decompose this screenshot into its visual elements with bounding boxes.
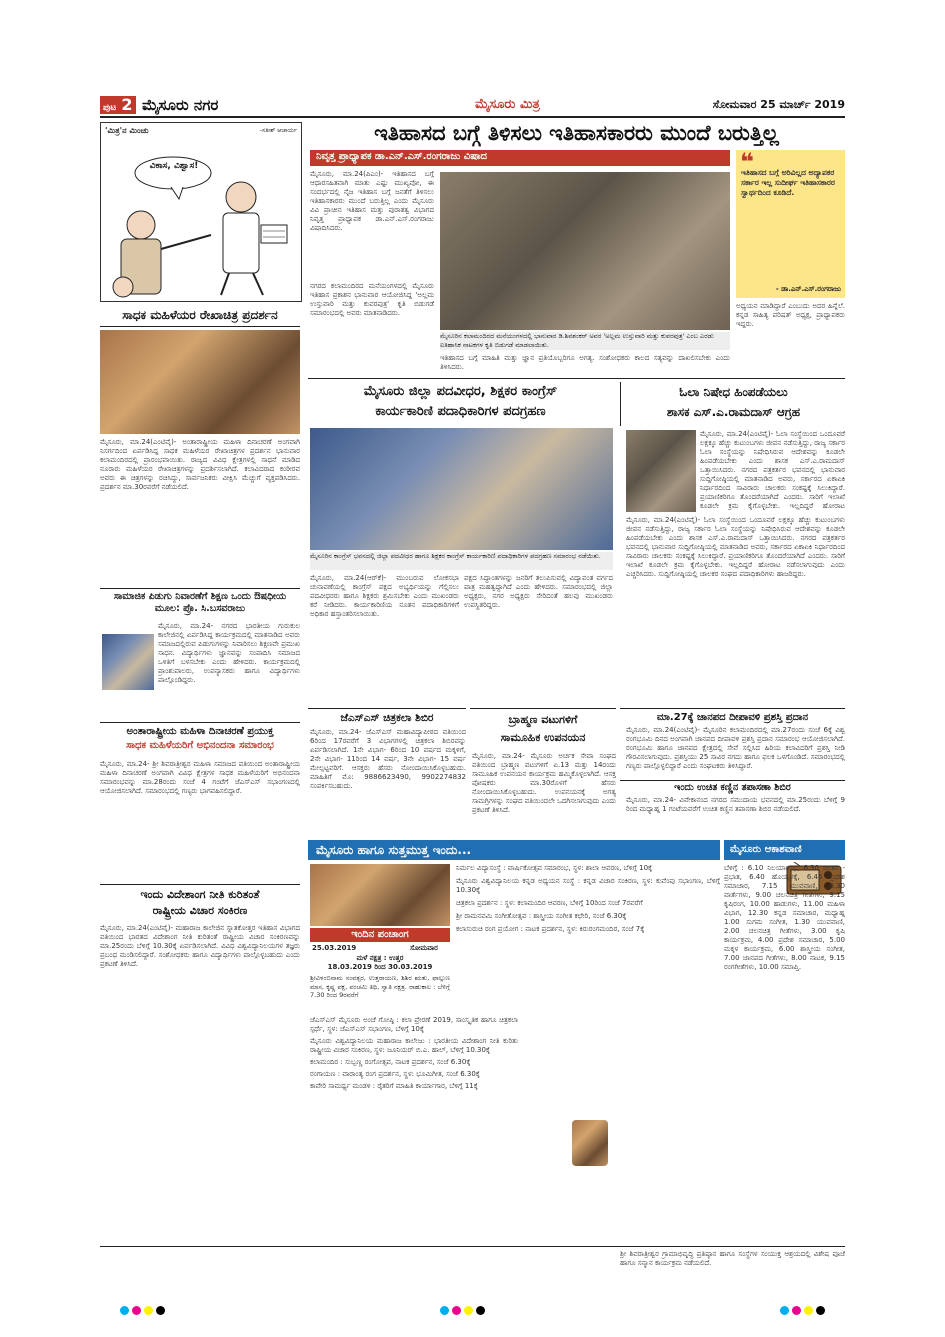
congress-headline1: ಮೈಸೂರು ಜಿಲ್ಲಾ ಪದವೀಧರ, ಶಿಕ್ಷಕರ ಕಾಂಗ್ರೆಸ್: [363, 384, 558, 399]
radio-schedule: ಬೆಳಿಗ್ಗೆ : 6.10 ನಿಲಯಾರಂಭ, 6.30 ಚಿಂತನ - ಪ್ರಭಾತ, 6.40 ಹೊಯ್ಸಳಕ್ಕೆ, 6.45 ಪ್ರದೇಶ ಸಮಾಚಾರ, 7.15 ಯುವವಾಣಿ, 8.30 ವಾರ್ತೆಗಳು, 9.00 ಚಲನಚಿತ್ರ ಗೀತೆಗಳು, 9.15 ಕೃಷಿರಂಗ, 10.00 ಹಾಡುಗಳು, 11.00 ಮಹಿಳಾ ವಿಭಾಗ, 12.30 ಕನ್ನಡ ಸಮಾಚಾರ, ಮಧ್ಯಾಹ್ನ 1.00 ಸುಗಮ ಸಂಗೀತ, 1.30 ಯುವವಾಣಿ, 2.00 ಚಲನಚಿತ್ರ ಗೀತೆಗಳು, 3.00 ಕೃಷಿ ಕಾರ್ಯಕ್ರಮ, 4.00 ಪ್ರದೇಶ ಸಮಾಚಾರ, 5.00 ಮಕ್ಕಳ ಕಾರ್ಯಕ್ರಮ, 6.00 ಶಾಸ್ತ್ರೀಯ ಸಂಗೀತ, 7.00 ಜಾನಪದ ಗೀತೆಗಳು, 8.00 ನಾಟಕ, 9.15 ರಂಗಗೀತೆಗಳು, 10.00 ಸಮಾಪ್ತಿ.: [724, 864, 845, 971]
lead-quote-box: [736, 150, 845, 298]
lead-body-col3: ಅಧ್ಯಯನ ಮಾಡಿದ್ದಾರೆ ಎಂಬುದು ಅದರ ಹಿನ್ನೆಲೆ. ಕನ್ನಡ ಸಾಹಿತ್ಯ ಪರಿಷತ್ ಅಧ್ಯಕ್ಷ, ಪ್ರಾಧ್ಯಾಪಕರು ಇದ್ದರು.: [736, 302, 845, 328]
foreign-policy-headline1: ಇಂದು ವಿದೇಶಾಂಗ ನೀತಿ ಕುರಿತಂತೆ: [140, 888, 260, 901]
lead-subhead: ನಿವೃತ್ತ ಪ್ರಾಧ್ಯಾಪಕ ಡಾ.ಎನ್.ಎಸ್.ರಂಗರಾಜು ವಿಷಾದ: [316, 151, 487, 162]
lead-photo-caption: ಮೈಸೂರಿನ ಕಲಾಮಂದಿರದ ಮನೆಯಂಗಳದಲ್ಲಿ ಭಾನುವಾರ ಡಿ.ಶಿವಶಂಕರ್ ಅವರ 'ಅಲ್ಲಮ ಉಸ್ತುವಾರಿ ಮತ್ತು ಕುವರಪುತ್ರ' ಎಂಬ ಎರಡು ಐತಿಹಾಸಿಕ ನಾಟಕಗಳ ಕೃತಿ ಬಿಡುಗಡೆ ಮಾಡಲಾಯಿತು.: [440, 332, 730, 350]
print-registration-marks: [440, 1300, 488, 1319]
foreign-policy-body: ಮೈಸೂರು, ಮಾ.24(ಎಂಟಿವೈ)- ಮಹಾರಾಜ ಕಾಲೇಜಿನ ಸ್ನಾತಕೋತ್ತರ ಇತಿಹಾಸ ವಿಭಾಗದ ವತಿಯಿಂದ ಭಾರತದ ವಿದೇಶಾಂಗ ನೀತಿ ಕುರಿತಂತೆ ರಾಷ್ಟ್ರೀಯ ವಿಚಾರ ಸಂಕಿರಣವನ್ನು ಮಾ.25ರಂದು ಬೆಳಿಗ್ಗೆ 10.30ಕ್ಕೆ ಏರ್ಪಡಿಸಲಾಗಿದೆ. ವಿವಿಧ ವಿಶ್ವವಿದ್ಯಾನಿಲಯಗಳ ತಜ್ಞರು ಪ್ರಬಂಧ ಮಂಡಿಸಲಿದ್ದಾರೆ. ಸಂಶೋಧಕರು ಹಾಗೂ ವಿದ್ಯಾರ್ಥಿಗಳು ಪಾಲ್ಗೊಳ್ಳಬಹುದು ಎಂದು ಪ್ರಕಟಣೆ ತಿಳಿಸಿದೆ.: [100, 924, 300, 968]
education-body: ಮೈಸೂರು, ಮಾ.24- ನಗರದ ಭಾರತೀಯ ಗುರುಕುಲ ಕಾಲೇಜಿನಲ್ಲಿ ಏರ್ಪಡಿಸಿದ್ದ ಕಾರ್ಯಕ್ರಮದಲ್ಲಿ ಮಾತನಾಡಿದ ಅವರು ಸಮಾಜದಲ್ಲಿರುವ ಪಿಡುಗುಗಳನ್ನು ನಿವಾರಿಸಲು ಶಿಕ್ಷಣವೇ ಪ್ರಮುಖ ಸಾಧನ. ವಿದ್ಯಾರ್ಥಿಗಳು ಜ್ಞಾನವನ್ನು ಸಂಪಾದಿಸಿ ಸಮಾಜದ ಒಳಿತಿಗೆ ಬಳಸಬೇಕು ಎಂದು ಹೇಳಿದರು. ಕಾರ್ಯಕ್ರಮದಲ್ಲಿ ಪ್ರಾಂಶುಪಾಲರು, ಉಪನ್ಯಾಸಕರು ಹಾಗೂ ವಿದ್ಯಾರ್ಥಿಗಳು ಪಾಲ್ಗೊಂಡಿದ್ದರು.: [158, 622, 300, 684]
lead-body-col1b: ನಗರದ ಕಲಾಮಂದಿರದ ಮನೆಯಂಗಳದಲ್ಲಿ ಮೈಸೂರು ಇತಿಹಾಸ ಪ್ರಕಾಶನ ಭಾನುವಾರ ಆಯೋಜಿಸಿದ್ದ 'ಅಲ್ಲಮ ಉಸ್ತುವಾರಿ ಮತ್ತು ಕುವರಪುತ್ರ' ಕೃತಿ ಬಿಡುಗಡೆ ಸಮಾರಂಭದಲ್ಲಿ ಅವರು ಮಾತನಾಡಿದರು.: [310, 282, 434, 317]
camp-body: ಮೈಸೂರು, ಮಾ.24- ವಿವೇಕಾನಂದ ನಗರದ ಸಮುದಾಯ ಭವನದಲ್ಲಿ ಮಾ.25ರಂದು ಬೆಳಿಗ್ಗೆ 9 ರಿಂದ ಮಧ್ಯಾಹ್ನ 1 ಗಂಟೆಯವರೆಗೆ ಉಚಿತ ಕಣ್ಣಿನ ತಪಾಸಣಾ ಶಿಬಿರ ನಡೆಯಲಿದೆ.: [626, 796, 845, 813]
education-photo: [102, 634, 154, 690]
swamiji-photo: [572, 1120, 608, 1166]
education-headline: ಸಾಮಾಜಿಕ ಪಿಡುಗು ನಿವಾರಣೆಗೆ ಶಿಕ್ಷಣ ಒಂದು ಔಷಧೀಯ ಮೂಲ: ಪ್ರೊ. ಸಿ.ಬಸವರಾಜು: [113, 591, 287, 614]
panchanga-text: ಶ್ರೀವಿಳಂಬಿನಾಮ ಸಂವತ್ಸರ, ಉತ್ತರಾಯಣ, ಶಿಶಿರ ಋತು, ಫಾಲ್ಗುಣ ಮಾಸ, ಕೃಷ್ಣ ಪಕ್ಷ, ಪಂಚಮಿ ತಿಥಿ, ಸ್ವಾತಿ ನಕ್ಷತ್ರ. ರಾಹುಕಾಲ : ಬೆಳಿಗ್ಗೆ 7.30 ರಿಂದ 9ರವರೆಗೆ: [310, 974, 450, 999]
listing-item: ನಿರ್ಮಲ ವಿದ್ಯಾಸಂಸ್ಥೆ : ವಾರ್ಷಿಕೋತ್ಸವ ಸಮಾರಂಭ, ಸ್ಥಳ: ಶಾಲಾ ಆವರಣ, ಬೆಳಿಗ್ಗೆ 10ಕ್ಕೆ: [456, 864, 653, 872]
ola-body-top: ಮೈಸೂರು, ಮಾ.24(ಎಂಟಿವೈ)- ಓಲಾ ಸಂಸ್ಥೆಯಿಂದ ಒಂದೂವರೆ ಲಕ್ಷಕ್ಕೂ ಹೆಚ್ಚು ಕುಟುಂಬಗಳು ಜೀವನ ನಡೆಸುತ್ತಿದ್ದು, ರಾಜ್ಯ ಸರ್ಕಾರ ಓಲಾ ಸಂಸ್ಥೆಯನ್ನು ನಿಷೇಧಿಸಿರುವ ಆದೇಶವನ್ನು ಕೂಡಲೇ ಹಿಂಪಡೆಯಬೇಕು ಎಂದು ಶಾಸಕ ಎಸ್.ಎ.ರಾಮದಾಸ್ ಒತ್ತಾಯಿಸಿದರು. ನಗರದ ಪತ್ರಕರ್ತರ ಭವನದಲ್ಲಿ ಭಾನುವಾರ ಸುದ್ದಿಗೋಷ್ಠಿಯಲ್ಲಿ ಮಾತನಾಡಿದ ಅವರು, ಸರ್ಕಾರದ ಏಕಾಏಕಿ ನಿರ್ಧಾರದಿಂದ ಸಾವಿರಾರು ಚಾಲಕರು ಸಂಕಷ್ಟಕ್ಕೆ ಸಿಲುಕಿದ್ದಾರೆ. ಪ್ರಯಾಣಿಕರಿಗೂ ತೊಂದರೆಯಾಗಿದೆ ಎಂದರು. ಸಾರಿಗೆ ಇಲಾಖೆ ಕೂಡಲೇ ಕ್ರಮ ಕೈಗೊಳ್ಳಬೇಕು. ಇಲ್ಲದಿದ್ದರೆ ಹೋರಾಟ: [700, 430, 845, 510]
jss-body: ಮೈಸೂರು, ಮಾ.24- ಜೆಎಸ್ಎಸ್ ಮಹಾವಿದ್ಯಾಪೀಠದ ವತಿಯಿಂದ 6ರಿಂದ 17ರವರೆಗೆ 3 ವಿಭಾಗಗಳಲ್ಲಿ ಚಿತ್ರಕಲಾ ಶಿಬಿರವನ್ನು ಏರ್ಪಡಿಸಲಾಗಿದೆ. 1ನೇ ವಿಭಾಗ- 6ರಿಂದ 10 ವರ್ಷದ ಮಕ್ಕಳಿಗೆ, 2ನೇ ವಿಭಾಗ- 11ರಿಂದ 14 ವರ್ಷ, 3ನೇ ವಿಭಾಗ- 15 ವರ್ಷ ಮೇಲ್ಪಟ್ಟವರಿಗೆ. ಆಸಕ್ತರು ಹೆಸರು ನೋಂದಾಯಿಸಿಕೊಳ್ಳಬಹುದು. ಮಾಹಿತಿಗೆ ಮೊ: 9886623490, 9902274832 ಸಂಪರ್ಕಿಸಬಹುದು.: [310, 728, 466, 790]
listing-item: ಜೆಎಸ್ಎಸ್ ಮೈಸೂರು ಅಂಚೆ ಗೋಷ್ಠಿ : ಕಲಾ ಪ್ರೇರಣೆ 2019, ಸಾಂಸ್ಕೃತಿಕ ಹಾಗೂ ಚಿತ್ರಕಲಾ ಸ್ಪರ್ಧೆ, ಸ್ಥಳ: ಜೆಎಸ್ಎಸ್ ಸಭಾಂಗಣ, ಬೆಳಿಗ್ಗೆ 10ಕ್ಕೆ: [310, 1016, 518, 1033]
section-title: ಮೈಸೂರು ನಗರ: [142, 96, 219, 114]
congress-photo-caption: ಮೈಸೂರಿನ ಕಾಂಗ್ರೆಸ್ ಭವನದಲ್ಲಿ ಜಿಲ್ಲಾ ಪದವೀಧರ ಹಾಗೂ ಶಿಕ್ಷಕರ ಕಾಂಗ್ರೆಸ್ ಕಾರ್ಯಕಾರಿಣಿ ಪದಾಧಿಕಾರಿಗಳ ಪದಗ್ರಹಣ ಸಮಾರಂಭ ನಡೆಯಿತು.: [310, 552, 613, 570]
lead-body-col1: ಮೈಸೂರು, ಮಾ.24(ಪಿಎಂ)- ಇತಿಹಾಸದ ಬಗ್ಗೆ ಆಧಾರಸಹಿತವಾಗಿ ಮಾತು ಎಷ್ಟು ಮುಖ್ಯವೋ, ಈ ಸಂದರ್ಭದಲ್ಲಿ ನೈಜ ಇತಿಹಾಸ ಬಗ್ಗೆ ಜನತೆಗೆ ತಿಳಿಸಲು ಇತಿಹಾಸಕಾರರು ಮುಂದೆ ಬರುತ್ತಿಲ್ಲ ಎಂದು ಮೈಸೂರು ವಿವಿ ಪ್ರಾಚೀನ ಇತಿಹಾಸ ಮತ್ತು ಪುರಾತತ್ವ ವಿಭಾಗದ ನಿವೃತ್ತ ಪ್ರಾಧ್ಯಾಪಕ ಡಾ.ಎನ್.ಎಸ್.ರಂಗರಾಜು ವಿಷಾದಿಸಿದರು.: [310, 170, 434, 232]
upanayana-headline2: ಸಾಮೂಹಿಕ ಉಪನಯನ: [500, 731, 586, 744]
today-banner: ಮೈಸೂರು ಹಾಗೂ ಸುತ್ತಮುತ್ತ ಇಂದು...: [308, 840, 720, 860]
womensday-body: ಮೈಸೂರು, ಮಾ.24- ಶ್ರೀ ಶಿವರಾತ್ರೀಶ್ವರ ಮಹಿಳಾ ಸಮಾಜದ ವತಿಯಿಂದ ಅಂತಾರಾಷ್ಟ್ರೀಯ ಮಹಿಳಾ ದಿನಾಚರಣೆ ಅಂಗವಾಗಿ ವಿವಿಧ ಕ್ಷೇತ್ರಗಳ ಸಾಧಕ ಮಹಿಳೆಯರಿಗೆ ಅಭಿನಂದನಾ ಸಮಾರಂಭವನ್ನು ಮಾ.28ರಂದು ಸಂಜೆ 4 ಗಂಟೆಗೆ ಜೆಎಸ್ಎಸ್ ಸಭಾಂಗಣದಲ್ಲಿ ಆಯೋಜಿಸಲಾಗಿದೆ. ಸಮಾರಂಭದಲ್ಲಿ ಗಣ್ಯರು ಭಾಗವಹಿಸಲಿದ್ದಾರೆ.: [100, 760, 300, 795]
lead-quote-author: - ಡಾ.ಎನ್.ಎಸ್.ರಂಗರಾಜು: [775, 285, 841, 293]
lead-subhead-bar: [310, 150, 730, 166]
page-label: ಪುಟ: [103, 103, 117, 113]
palace-photo: [310, 864, 450, 926]
ola-headline2: ಶಾಸಕ ಎಸ್.ಎ.ರಾಮದಾಸ್ ಆಗ್ರಹ: [666, 405, 801, 419]
panchanga-date: 25.03.2019: [312, 944, 357, 952]
listing-item: ಕಲಾಸುರುಚಿ ರಂಗ ಪ್ರಯೋಗ : ನಾಟಕ ಪ್ರದರ್ಶನ, ಸ್ಥಳ: ಕಿರುರಂಗಮಂದಿರ, ಸಂಜೆ 7ಕ್ಕೆ: [456, 925, 645, 933]
radio-title: ಮೈಸೂರು ಆಕಾಶವಾಣಿ: [724, 840, 845, 860]
paper-name: ಮೈಸೂರು ಮಿತ್ರ: [475, 97, 540, 112]
jss-headline: ಜೆಎಸ್ಎಸ್ ಚಿತ್ರಕಲಾ ಶಿಬಿರ: [340, 712, 434, 724]
cartoon-speech-bubble: ವಿಕಾಸ, ವಿಶ್ವಾಸ!: [149, 161, 199, 171]
listing-item: ಮೈಸೂರು ವಿಶ್ವವಿದ್ಯಾನಿಲಯ ಮಹಾರಾಜ ಕಾಲೇಜು : ಭಾರತೀಯ ವಿದೇಶಾಂಗ ನೀತಿ ಕುರಿತು ರಾಷ್ಟ್ರೀಯ ವಿಚಾರ ಸಂಕಿರಣ, ಸ್ಥಳ: ಜೂನಿಯರ್ ಬಿ.ಎ. ಹಾಲ್, ಬೆಳಿಗ್ಗೆ 10.30ಕ್ಕೆ: [310, 1037, 518, 1054]
congress-body-col2: ಪಕ್ಷದ ಸಿದ್ಧಾಂತಗಳನ್ನು ಜನರಿಗೆ ತಲುಪಿಸುವಲ್ಲಿ ವಿದ್ಯಾವಂತ ವರ್ಗದ ಪಾತ್ರ ಮಹತ್ವದ್ದಾಗಿದೆ ಎಂದು ಹೇಳಿದರು. ಸಮಾರಂಭದಲ್ಲಿ ಜಿಲ್ಲಾ ಅಧ್ಯಕ್ಷರು, ನಗರ ಅಧ್ಯಕ್ಷರು ಸೇರಿದಂತೆ ಹಲವು ಮುಖಂಡರು ಉಪಸ್ಥಿತರಿದ್ದರು.: [464, 574, 613, 609]
page-date: ಸೋಮವಾರ 25 ಮಾರ್ಚ್ 2019: [712, 98, 845, 111]
upanayana-body: ಮೈಸೂರು, ಮಾ.24- ಮೈಸೂರು ಅರ್ಚಕ ಸೇವಾ ಸಂಘದ ವತಿಯಿಂದ ಬ್ರಾಹ್ಮಣ ವಟುಗಳಿಗೆ ಏ.13 ಮತ್ತು 14ರಂದು ಸಾಮೂಹಿಕ ಉಪನಯನ ಕಾರ್ಯಕ್ರಮ ಹಮ್ಮಿಕೊಳ್ಳಲಾಗಿದೆ. ಆಸಕ್ತ ಪೋಷಕರು ಮಾ.30ರೊಳಗೆ ಹೆಸರು ನೋಂದಾಯಿಸಿಕೊಳ್ಳಬಹುದು. ಉಪನಯನಕ್ಕೆ ಅಗತ್ಯ ಸಾಮಗ್ರಿಗಳನ್ನು ಸಂಘದ ವತಿಯಿಂದಲೇ ಒದಗಿಸಲಾಗುವುದು ಎಂದು ಪ್ರಕಟಣೆ ತಿಳಿಸಿದೆ.: [472, 752, 616, 814]
cartoon-label: 'ಮಿತ್ರ'ನ ಮಿಂಚು: [105, 126, 149, 135]
today-listings-right: [456, 864, 720, 1244]
panchanga-day: ಸೋಮವಾರ: [410, 944, 438, 952]
ola-headline1: ಓಲಾ ನಿಷೇಧ ಹಿಂಪಡೆಯಲು: [679, 385, 788, 399]
women-exhibition-headline: ಸಾಧಕ ಮಹಿಳೆಯರ ರೇಖಾಚಿತ್ರ ಪ್ರದರ್ಶನ: [122, 308, 278, 322]
listing-item: ಚಿತ್ರಕಲಾ ಪ್ರದರ್ಶನ : ಸ್ಥಳ: ಕಲಾಮಂದಿರ ಆವರಣ, ಬೆಳಿಗ್ಗೆ 10ರಿಂದ ಸಂಜೆ 7ರವರೆಗೆ: [456, 899, 643, 907]
award-headline: ಮಾ.27ಕ್ಕೆ ಜಾನಪದ ದೀಪಾವಳಿ ಪ್ರಶಸ್ತಿ ಪ್ರದಾನ: [656, 712, 809, 723]
panchanga-rashi-dates: 18.03.2019 ರಿಂದ 30.03.2019: [327, 963, 433, 971]
award-body: ಮೈಸೂರು, ಮಾ.24(ಎಂಟಿವೈ)- ಮೈಸೂರಿನ ಕಲಾಮಂದಿರದಲ್ಲಿ ಮಾ.27ರಂದು ಸಂಜೆ 6ಕ್ಕೆ ವಿಶ್ವ ರಂಗಭೂಮಿ ದಿನದ ಅಂಗವಾಗಿ ಜಾನಪದ ದೀಪಾವಳಿ ಪ್ರಶಸ್ತಿ ಪ್ರದಾನ ಸಮಾರಂಭ ಆಯೋಜಿಸಲಾಗಿದೆ. ರಂಗಭೂಮಿ ಹಾಗೂ ಜಾನಪದ ಕ್ಷೇತ್ರದಲ್ಲಿ ಸೇವೆ ಸಲ್ಲಿಸಿದ ಹಿರಿಯ ಕಲಾವಿದರಿಗೆ ಪ್ರಶಸ್ತಿ ನೀಡಿ ಗೌರವಿಸಲಾಗುವುದು. ಪ್ರಶಸ್ತಿಯು 25 ಸಾವಿರ ನಗದು ಹಾಗೂ ಫಲಕ ಒಳಗೊಂಡಿದೆ. ಸಮಾರಂಭದಲ್ಲಿ ಗಣ್ಯರು ಪಾಲ್ಗೊಳ್ಳಲಿದ್ದಾರೆ ಎಂದು ಸಂಘಟಕರು ತಿಳಿಸಿದ್ದಾರೆ.: [626, 726, 845, 770]
congress-headline2: ಕಾರ್ಯಕಾರಿಣಿ ಪದಾಧಿಕಾರಿಗಳ ಪದಗ್ರಹಣ: [375, 404, 546, 419]
womensday-headline1: ಅಂತಾರಾಷ್ಟ್ರೀಯ ಮಹಿಳಾ ದಿನಾಚರಣೆ ಪ್ರಯುಕ್ತ: [126, 726, 274, 737]
radio-body: [724, 864, 845, 1244]
lead-headline: ಇತಿಹಾಸದ ಬಗ್ಗೆ ತಿಳಿಸಲು ಇತಿಹಾಸಕಾರರು ಮುಂದೆ ಬರುತ್ತಿಲ್ಲ: [374, 121, 779, 145]
panchanga-rashi: ಮಳೆ ನಕ್ಷತ್ರ : ಉತ್ತರ: [356, 954, 404, 962]
lead-photo: [440, 172, 730, 330]
cartoon-byline: -ಸತೀಶ್ ಆಚಾರ್ಯ: [259, 127, 297, 134]
cartoon-box: [100, 122, 302, 302]
listing-item: ಮೈಸೂರು ವಿಶ್ವವಿದ್ಯಾನಿಲಯ ಕನ್ನಡ ಅಧ್ಯಯನ ಸಂಸ್ಥೆ : ಕನ್ನಡ ವಿಚಾರ ಸಂಕಿರಣ, ಸ್ಥಳ: ಕುವೆಂಪು ಸಭಾಂಗಣ, ಬೆಳಿಗ್ಗೆ 10.30ಕ್ಕೆ: [456, 877, 720, 894]
congress-photo: [310, 428, 613, 550]
ola-body: ಮೈಸೂರು, ಮಾ.24(ಎಂಟಿವೈ)- ಓಲಾ ಸಂಸ್ಥೆಯಿಂದ ಒಂದೂವರೆ ಲಕ್ಷಕ್ಕೂ ಹೆಚ್ಚು ಕುಟುಂಬಗಳು ಜೀವನ ನಡೆಸುತ್ತಿದ್ದು, ರಾಜ್ಯ ಸರ್ಕಾರ ಓಲಾ ಸಂಸ್ಥೆಯನ್ನು ನಿಷೇಧಿಸಿರುವ ಆದೇಶವನ್ನು ಕೂಡಲೇ ಹಿಂಪಡೆಯಬೇಕು ಎಂದು ಶಾಸಕ ಎಸ್.ಎ.ರಾಮದಾಸ್ ಒತ್ತಾಯಿಸಿದರು. ನಗರದ ಪತ್ರಕರ್ತರ ಭವನದಲ್ಲಿ ಭಾನುವಾರ ಸುದ್ದಿಗೋಷ್ಠಿಯಲ್ಲಿ ಮಾತನಾಡಿದ ಅವರು, ಸರ್ಕಾರದ ಏಕಾಏಕಿ ನಿರ್ಧಾರದಿಂದ ಸಾವಿರಾರು ಚಾಲಕರು ಸಂಕಷ್ಟಕ್ಕೆ ಸಿಲುಕಿದ್ದಾರೆ. ಪ್ರಯಾಣಿಕರಿಗೂ ತೊಂದರೆಯಾಗಿದೆ ಎಂದರು. ಸಾರಿಗೆ ಇಲಾಖೆ ಕೂಡಲೇ ಕ್ರಮ ಕೈಗೊಳ್ಳಬೇಕು. ಇಲ್ಲದಿದ್ದರೆ ಹೋರಾಟ ನಡೆಸಲಾಗುವುದು ಎಂದು ಎಚ್ಚರಿಸಿದರು. ಸುದ್ದಿಗೋಷ್ಠಿಯಲ್ಲಿ ಚಾಲಕರ ಸಂಘದ ಪದಾಧಿಕಾರಿಗಳು ಹಾಜರಿದ್ದರು.: [626, 516, 845, 578]
congress-body-col1: ಮೈಸೂರು, ಮಾ.24(ಆರ್‌ಕೆ)- ಮುಂಬರುವ ಲೋಕಸಭಾ ಚುನಾವಣೆಯಲ್ಲಿ ಕಾಂಗ್ರೆಸ್ ಪಕ್ಷದ ಅಭ್ಯರ್ಥಿಯನ್ನು ಗೆಲ್ಲಿಸಲು ಪದವೀಧರರು ಹಾಗೂ ಶಿಕ್ಷಕರು ಶ್ರಮಿಸಬೇಕು ಎಂದು ಮುಖಂಡರು ಕರೆ ನೀಡಿದರು. ಕಾರ್ಯಕಾರಿಣಿಯ ನೂತನ ಪದಾಧಿಕಾರಿಗಳಿಗೆ ಅಧಿಕಾರ ಹಸ್ತಾಂತರಿಸಲಾಯಿತು.: [310, 574, 459, 618]
lead-quote-text: ಇತಿಹಾಸದ ಬಗ್ಗೆ ಅರಿವಿಲ್ಲದ ಅದ್ಯಾಪಕರ ಸರ್ಕಾರ ಇಲ್ಲ ಸುದೀರ್ಘ ಇತಿಹಾಸಕಾರರ ಸ್ವಾರ್ಥದಿಂದ ಕೂಡಿದೆ.: [741, 168, 835, 197]
page-number-badge: [100, 96, 136, 114]
listing-item: ಕಲಾಮಂದಿರ : ಸುಬ್ಬಣ್ಣ ರಂಗೋತ್ಸವ, ನಾಟಕ ಪ್ರದರ್ಶನ, ಸಂಜೆ 6.30ಕ್ಕೆ: [310, 1058, 471, 1066]
cartoon-illustration: [101, 137, 301, 299]
quote-mark-icon: ❝: [740, 148, 755, 176]
footer-text: ಶ್ರೀ ಶಿವರಾತ್ರೀಶ್ವರ ಗ್ರಾಮಾಭಿವೃದ್ಧಿ ಪ್ರತಿಷ್ಠಾನ ಹಾಗೂ ಸಂಸ್ಥೆಗಳ ಸಂಯುಕ್ತ ಆಶ್ರಯದಲ್ಲಿ ವಿಶೇಷ ಪೂಜೆ ಹಾಗೂ ಸನ್ಮಾನ ಕಾರ್ಯಕ್ರಮ ನಡೆಯಲಿದೆ.: [620, 1250, 845, 1267]
listing-item: ರಂಗಾಯಣ : ವಾರಾಂತ್ಯ ರಂಗ ಪ್ರದರ್ಶನ, ಸ್ಥಳ: ಭೂಮಿಗೀತ, ಸಂಜೆ 6.30ಕ್ಕೆ: [310, 1070, 480, 1078]
women-exhibition-photo: [100, 330, 300, 434]
listing-item: ಕಾವೇರಿ ಸಾಮರ್ಥ್ಯ ಮಂಡಳಿ : ರೈತರಿಗೆ ಮಾಹಿತಿ ಕಾರ್ಯಾಗಾರ, ಬೆಳಿಗ್ಗೆ 11ಕ್ಕೆ: [310, 1082, 478, 1090]
womensday-headline2: ಸಾಧಕ ಮಹಿಳೆಯರಿಗೆ ಅಭಿನಂದನಾ ಸಮಾರಂಭ: [126, 740, 274, 751]
upanayana-headline1: ಬ್ರಾಹ್ಮಣ ವಟುಗಳಿಗೆ: [508, 713, 578, 726]
lead-body-col2: ಇತಿಹಾಸದ ಬಗ್ಗೆ ಮಾಹಿತಿ ಮತ್ತು ಜ್ಞಾನ ಪ್ರತಿಯೊಬ್ಬರಿಗೂ ಅಗತ್ಯ. ಸಂಶೋಧಕರು ಕಾಲದ ಸತ್ಯವನ್ನು ದಾಖಲಿಸಬೇಕು ಎಂದು ತಿಳಿಸಿದರು.: [440, 354, 730, 371]
masthead: [100, 96, 845, 114]
camp-headline: ಇಂದು ಉಚಿತ ಕಣ್ಣಿನ ತಪಾಸಣಾ ಶಿಬಿರ: [674, 782, 791, 793]
foreign-policy-headline2: ರಾಷ್ಟ್ರೀಯ ವಿಚಾರ ಸಂಕಿರಣ: [152, 904, 248, 917]
print-registration-marks: [120, 1300, 168, 1319]
print-registration-marks: [780, 1300, 828, 1319]
panchanga-title: ಇಂದಿನ ಪಂಚಾಂಗ: [310, 928, 450, 942]
masthead-rule: [100, 116, 845, 118]
listing-item: ಶ್ರೀ ರಾಮನವಮಿ ಸಂಗೀತೋತ್ಸವ : ಶಾಸ್ತ್ರೀಯ ಸಂಗೀತ ಕಛೇರಿ, ಸಂಜೆ 6.30ಕ್ಕೆ: [456, 912, 627, 920]
page-number: 2: [121, 95, 133, 114]
women-exhibition-body: ಮೈಸೂರು, ಮಾ.24(ಎಂಟಿವೈ)- ಅಂತಾರಾಷ್ಟ್ರೀಯ ಮಹಿಳಾ ದಿನಾಚರಣೆ ಅಂಗವಾಗಿ ನಿಸರ್ಗದಿಂದ ಏರ್ಪಡಿಸಿದ್ದ ಸಾಧಕ ಮಹಿಳೆಯರ ರೇಖಾಚಿತ್ರಗಳ ಪ್ರದರ್ಶನ ಭಾನುವಾರ ಕಲಾಮಂದಿರದಲ್ಲಿ ಪ್ರಾರಂಭವಾಯಿತು. ರಾಜ್ಯದ ವಿವಿಧ ಕ್ಷೇತ್ರಗಳಲ್ಲಿ ಸಾಧನೆ ಮಾಡಿದ ನೂರಾರು ಮಹಿಳೆಯರ ರೇಖಾಚಿತ್ರಗಳನ್ನು ಪ್ರದರ್ಶಿಸಲಾಗಿದೆ. ಕಲಾವಿದರಾದ ಕಂಠೀರವ ಅವರು ಈ ಚಿತ್ರಗಳನ್ನು ರಚಿಸಿದ್ದು, ಸಾರ್ವಜನಿಕರು ವೀಕ್ಷಿಸಿ ಮೆಚ್ಚುಗೆ ವ್ಯಕ್ತಪಡಿಸಿದರು. ಪ್ರದರ್ಶನ ಮಾ.30ರವರೆಗೆ ನಡೆಯಲಿದೆ.: [100, 438, 300, 491]
ola-photo: [626, 430, 696, 512]
